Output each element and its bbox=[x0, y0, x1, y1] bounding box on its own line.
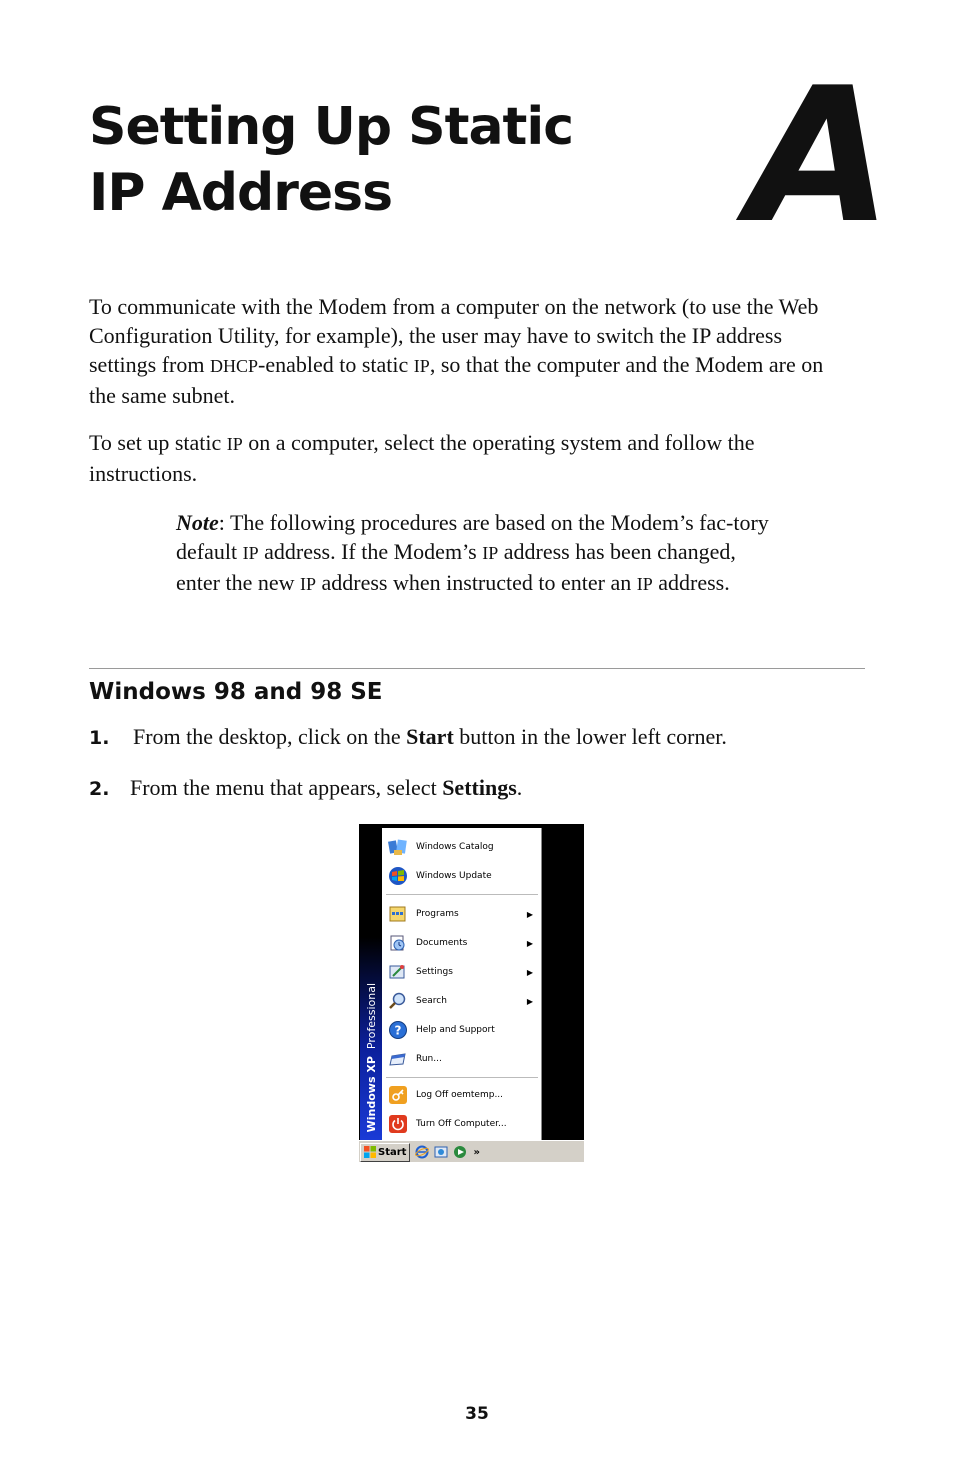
band-edition: Professional bbox=[365, 982, 378, 1049]
chapter-title bbox=[89, 94, 573, 226]
step-1: 1. From the desktop, click on the Start button in the lower left corner. bbox=[89, 722, 727, 753]
band-brand: Windows XP bbox=[365, 1055, 378, 1132]
section-heading: Windows 98 and 98 SE bbox=[89, 679, 383, 705]
windows-logo-icon bbox=[364, 1143, 376, 1162]
turn-off-icon bbox=[388, 1114, 408, 1134]
submenu-arrow-icon: ▶ bbox=[526, 996, 533, 1006]
settings-icon bbox=[388, 962, 408, 982]
menu-item-search[interactable]: Search ▶ bbox=[384, 988, 539, 1014]
menu-item-windows-update[interactable]: Windows Update bbox=[384, 863, 539, 889]
help-icon bbox=[388, 1020, 408, 1040]
documents-icon bbox=[388, 933, 408, 953]
step-number: 1. bbox=[89, 727, 110, 749]
outlook-express-icon[interactable] bbox=[434, 1145, 448, 1159]
step-2: 2. From the menu that appears, select Settings. bbox=[89, 773, 522, 804]
page-number: 35 bbox=[465, 1404, 489, 1424]
submenu-arrow-icon: ▶ bbox=[526, 938, 533, 948]
search-icon bbox=[388, 991, 408, 1011]
intro-paragraph-2: To set up static IP on a computer, select the operating system and follow the instructions. bbox=[89, 430, 755, 486]
menu-item-turn-off-computer[interactable]: Turn Off Computer... bbox=[384, 1111, 539, 1137]
submenu-arrow-icon: ▶ bbox=[526, 909, 533, 919]
menu-separator bbox=[386, 1077, 538, 1078]
note-label: Note bbox=[176, 510, 219, 535]
chapter-title-line-2: IP Address bbox=[89, 163, 393, 223]
chapter-title-line-1: Setting Up Static bbox=[89, 97, 574, 157]
log-off-icon bbox=[388, 1085, 408, 1105]
start-menu bbox=[360, 828, 542, 1141]
intro-paragraph-1: To communicate with the Modem from a computer on the network (to use the Web Configuration Utility, for example), the user may have to switch the IP address settings from DHCP-enabled to static IP, so that the computer and the Modem are on the same subnet. bbox=[89, 294, 824, 408]
menu-item-run[interactable]: Run... bbox=[384, 1046, 539, 1072]
start-menu-screenshot bbox=[359, 824, 584, 1162]
run-icon bbox=[388, 1049, 408, 1069]
svg-text:?: ? bbox=[394, 1023, 402, 1038]
programs-icon bbox=[388, 904, 408, 924]
windows-update-icon bbox=[388, 866, 408, 886]
menu-separator bbox=[386, 894, 538, 895]
menu-item-settings[interactable]: Settings ▶ bbox=[384, 959, 539, 985]
taskbar bbox=[359, 1140, 584, 1162]
step-number: 2. bbox=[89, 778, 110, 800]
menu-item-log-off[interactable]: Log Off oemtemp... bbox=[384, 1082, 539, 1108]
menu-item-documents[interactable]: Documents ▶ bbox=[384, 930, 539, 956]
submenu-arrow-icon: ▶ bbox=[526, 967, 533, 977]
menu-item-help-and-support[interactable]: ? Help and Support bbox=[384, 1017, 539, 1043]
appendix-letter: A bbox=[748, 47, 892, 264]
start-button[interactable]: Start bbox=[360, 1143, 410, 1162]
quick-launch-chevron-icon[interactable]: » bbox=[473, 1146, 480, 1158]
start-menu-side-band bbox=[360, 828, 382, 1140]
windows-catalog-icon bbox=[388, 837, 408, 857]
menu-item-windows-catalog[interactable]: Windows Catalog bbox=[384, 834, 539, 860]
section-divider bbox=[89, 668, 865, 669]
internet-explorer-icon[interactable] bbox=[415, 1145, 429, 1159]
note-block: Note: The following procedures are based on the Modem’s fac-tory default IP address. If the Modem’s IP address has been changed, enter the new IP address when instructed to enter an IP address. bbox=[176, 510, 769, 595]
media-player-icon[interactable] bbox=[453, 1145, 467, 1159]
menu-item-programs[interactable]: Programs ▶ bbox=[384, 901, 539, 927]
